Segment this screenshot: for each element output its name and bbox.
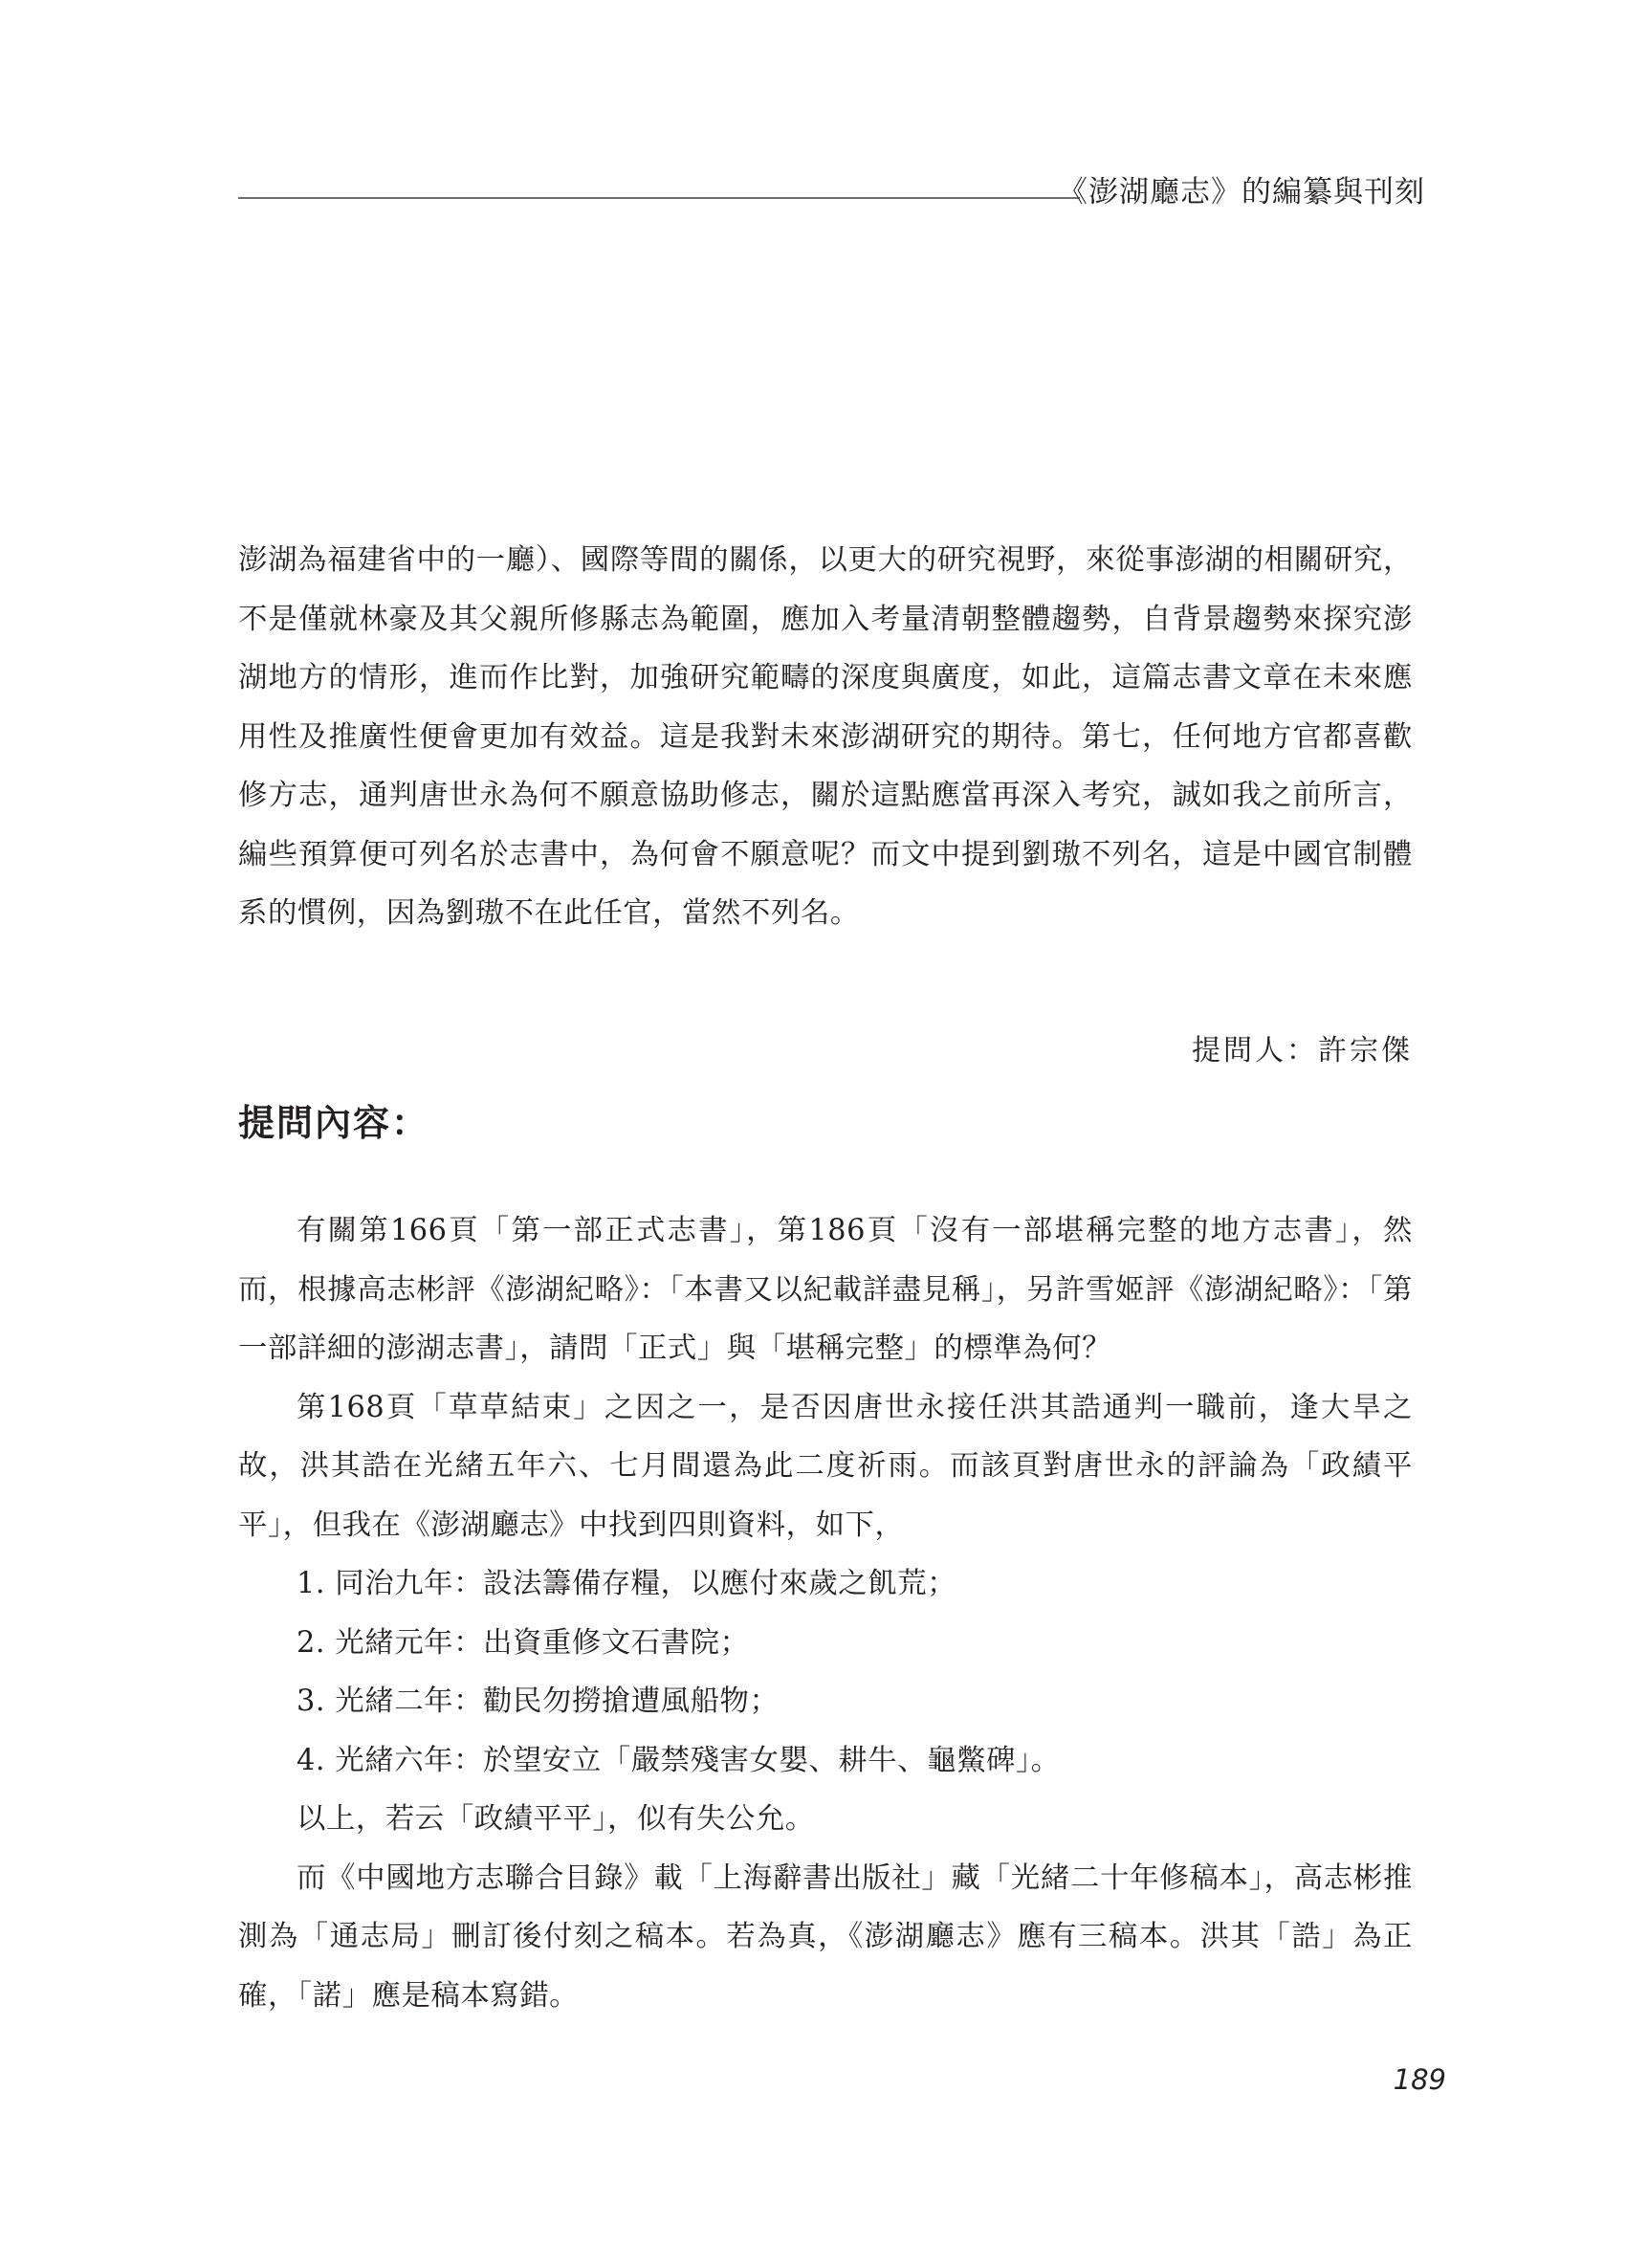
list-item: 4. 光緒六年：於望安立「嚴禁殘害女嬰、耕牛、龜鱉碑」。 xyxy=(297,1743,1061,1777)
question-paragraph-2: 第168頁「草草結束」之因之一，是否因唐世永接任洪其誥通判一職前，逢大旱之故，洪其誥在光緒五年六、七月間還為此二度祈雨。而該頁對唐世永的評論為「政績平平」，但我在《澎湖廳志》中找到四則資料，如下， xyxy=(238,1390,1413,1542)
question-body xyxy=(238,1201,1413,2025)
questioner-label: 提問人：許宗傑 xyxy=(1192,1034,1413,1068)
running-header: 《澎湖廳志》的編纂與刊刻 xyxy=(1058,175,1425,209)
list-item: 3. 光緒二年：勸民勿撈搶遭風船物； xyxy=(297,1684,780,1718)
closing-paragraph-1: 以上，若云「政績平平」，似有失公允。 xyxy=(297,1802,815,1836)
list-item: 2. 光緒元年：出資重修文石書院； xyxy=(297,1625,750,1660)
question-paragraph-1: 有關第166頁「第一部正式志書」，第186頁「沒有一部堪稱完整的地方志書」，然而，根據高志彬評《澎湖紀略》：「本書又以紀載詳盡見稱」，另許雪姬評《澎湖紀略》：「第一部詳細的澎湖志書」，請問「正式」與「堪稱完整」的標準為何？ xyxy=(238,1214,1413,1365)
list-item: 1. 同治九年：設法籌備存糧，以應付來歲之飢荒； xyxy=(297,1567,957,1600)
page-number: 189 xyxy=(1393,2063,1446,2096)
section-heading: 提問內容： xyxy=(238,1102,430,1144)
top-paragraph: 澎湖為福建省中的一廳）、國際等間的關係，以更大的研究視野，來從事澎湖的相關研究，不是僅就林豪及其父親所修縣志為範圍，應加入考量清朝整體趨勢，自背景趨勢來探究澎湖地方的情形，進而作比對，加強研究範疇的深度與廣度，如此，這篇志書文章在未來應用性及推廣性便會更加有效益。這是我對未來澎湖研究的期待。第七，任何地方官都喜歡修方志，通判唐世永為何不願意協助修志，關於這點應當再深入考究，誠如我之前所言，編些預算便可列名於志書中，為何會不願意呢？而文中提到劉璈不列名，這是中國官制體系的慣例，因為劉璈不在此任官，當然不列名。 xyxy=(238,543,1413,930)
top-paragraph-block xyxy=(238,531,1413,943)
header-rule xyxy=(238,197,1080,199)
closing-paragraph-2: 而《中國地方志聯合目錄》載「上海辭書出版社」藏「光緒二十年修稿本」，高志彬推測為「通志局」刪訂後付刻之稿本。若為真，《澎湖廳志》應有三稿本。洪其「誥」為正確，「諾」應是稿本寫錯。 xyxy=(238,1861,1413,2013)
